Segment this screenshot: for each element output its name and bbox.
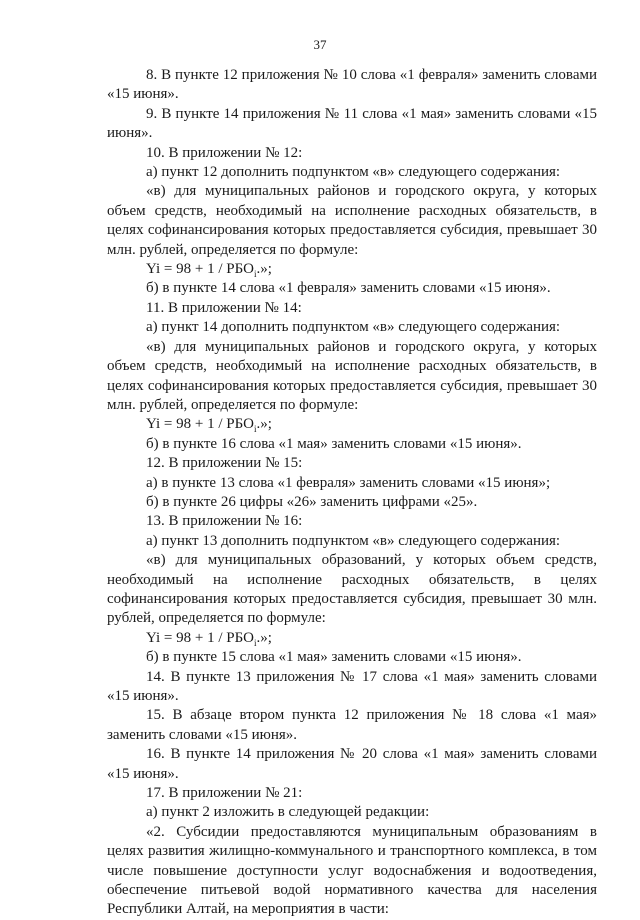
formula-main: Yi = 98 + 1 / РБО [146,416,254,433]
formula-main: Yi = 98 + 1 / РБО [146,261,254,278]
paragraph: а) пункт 14 дополнить подпунктом «в» следующего содержания: [146,319,561,336]
paragraph: б) в пункте 26 цифры «26» заменить цифрами «25». [146,493,478,510]
paragraph: 10. В приложении № 12: [146,144,303,161]
paragraph: а) пункт 12 дополнить подпунктом «в» следующего содержания: [146,164,561,181]
paragraph: «в) для муниципальных районов и городского округа, у которых объем средств, необходимый на исполнение расходных обязательств, в целях софинансирования которых предоставляется субсидия, превышает 30 млн. рублей, определяется по формуле: [107,338,597,413]
paragraph: 11. В приложении № 14: [146,299,302,316]
formula-end: .»; [256,416,272,433]
paragraph: 14. В пункте 13 приложения № 17 слова «1 мая» заменить словами «15 июня». [107,668,597,704]
paragraph: б) в пункте 14 слова «1 февраля» заменить словами «15 июня». [146,280,551,297]
paragraph: «в) для муниципальных районов и городского округа, у которых объем средств, необходимый на исполнение расходных обязательств, в целях софинансирования которых предоставляется субсидия, превышает 30 млн. рублей, определяется по формуле: [107,183,597,258]
formula-line [107,415,597,434]
paragraph: 17. В приложении № 21: [146,785,303,802]
paragraph: б) в пункте 16 слова «1 мая» заменить словами «15 июня». [146,435,522,452]
paragraph: 8. В пункте 12 приложения № 10 слова «1 февраля» заменить словами «15 июня». [107,67,597,103]
paragraph: «в) для муниципальных образований, у которых объем средств, необходимый на исполнение расходных обязательств, в целях софинансирования которых предоставляется субсидия, превышает 30 млн. рублей, определяется по формуле: [107,552,597,627]
paragraph: 16. В пункте 14 приложения № 20 слова «1 мая» заменить словами «15 июня». [107,746,597,782]
formula-line [107,629,597,648]
paragraph: 9. В пункте 14 приложения № 11 слова «1 мая» заменить словами «15 июня». [107,105,597,142]
formula-end: .»; [256,261,272,278]
formula-main: Yi = 98 + 1 / РБО [146,629,254,646]
formula-subscript: i [253,269,257,280]
paragraph: а) в пункте 13 слова «1 февраля» заменить словами «15 июня»; [146,474,551,491]
document-body [107,66,597,920]
paragraph: «2. Субсидии предоставляются муниципальным образованиям в целях развития жилищно-коммунального и транспортного комплекса, в том числе повышение доступности услуг водоснабжения и водоотведения, обеспечение питьевой водой нормативного качества для населения Республики Алтай, на мероприятия в части: [107,823,597,918]
formula-subscript: i [253,637,257,648]
formula-end: .»; [256,629,272,646]
paragraph: 15. В абзаце втором пункта 12 приложения № 18 слова «1 мая» заменить словами «15 июня». [107,707,597,743]
paragraph: а) пункт 2 изложить в следующей редакции: [146,804,430,821]
paragraph: б) в пункте 15 слова «1 мая» заменить словами «15 июня». [146,649,522,666]
formula-line [107,260,597,279]
paragraph: а) пункт 13 дополнить подпунктом «в» следующего содержания: [146,532,561,549]
page-number: 37 [313,37,327,52]
formula-subscript: i [253,424,257,435]
paragraph: 13. В приложении № 16: [146,513,303,530]
paragraph: 12. В приложении № 15: [146,455,303,472]
